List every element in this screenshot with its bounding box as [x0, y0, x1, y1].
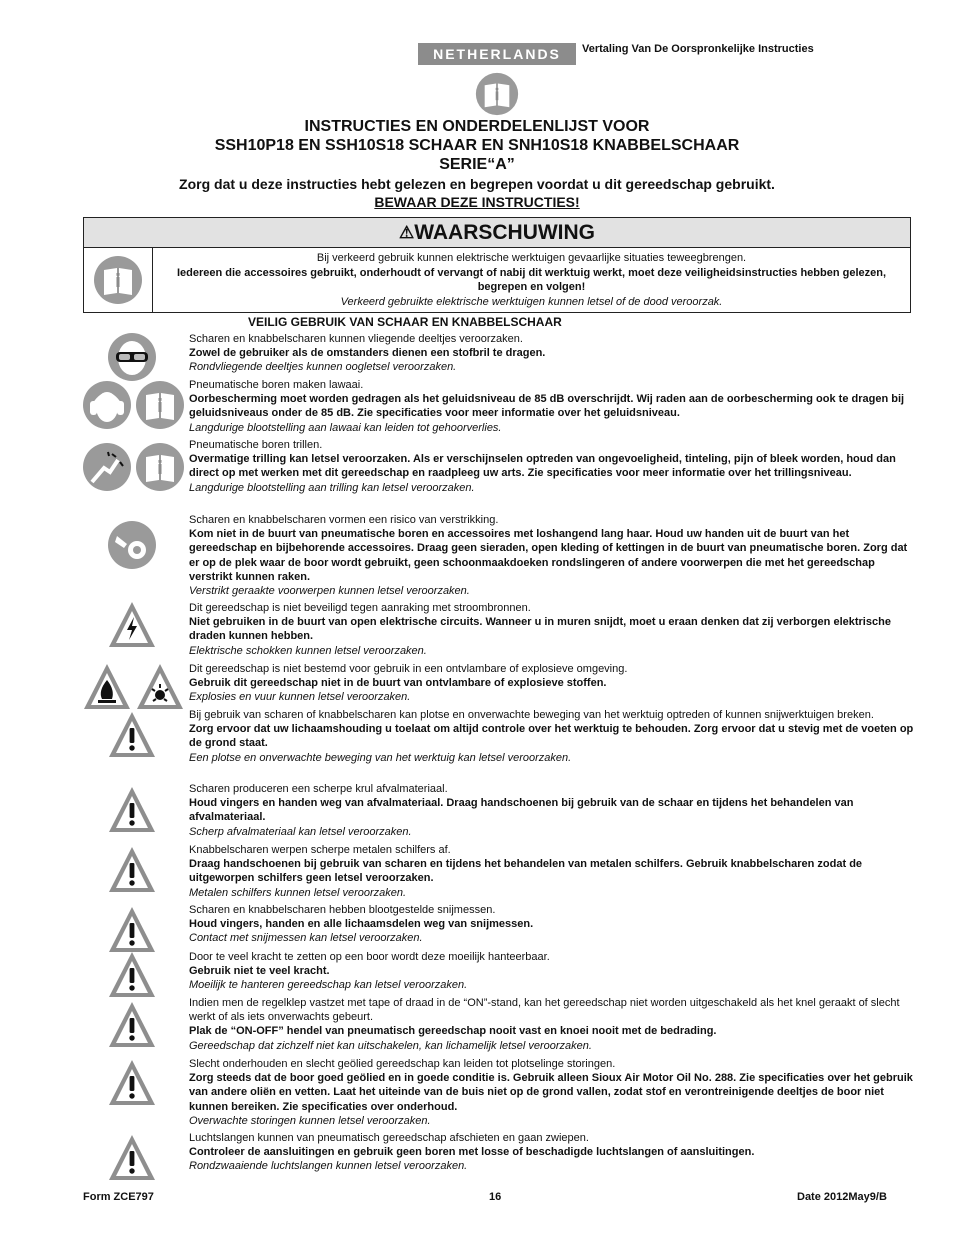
- flammable-icon: [82, 662, 132, 712]
- hazard-text: Indien men de regelklep vastzet met tape of draad in de “ON”-stand, kan het gereedschap niet worden uitgeschakeld als het knel geraakt of slecht werkt of als iets onverwachts gebeurt.: [189, 997, 900, 1024]
- read-manual-icon: [475, 72, 519, 116]
- hazard-text: Dit gereedschap is niet bestemd voor gebruik in een ontvlambare of explosieve omgeving.: [189, 663, 628, 675]
- consequence-text: Langdurige blootstelling aan lawaai kan leiden tot gehoorverlies.: [189, 421, 502, 434]
- title-line-3: SERIE“A”: [439, 156, 515, 173]
- warning-line-3: Verkeerd gebruikte elektrische werktuigen kunnen letsel of de dood veroorzak.: [340, 295, 723, 308]
- safety-item: [189, 950, 914, 993]
- consequence-text: Een plotse en onverwachte beweging van het werktuig kan letsel veroorzaken.: [189, 751, 572, 764]
- consequence-text: Scherp afvalmateriaal kan letsel veroorzaken.: [189, 825, 412, 838]
- safety-item: [189, 996, 914, 1053]
- consequence-text: Metalen schilfers kunnen letsel veroorzaken.: [189, 886, 407, 899]
- translation-subtitle: Vertaling Van De Oorspronkelijke Instructies: [582, 43, 814, 55]
- instruction-text: Kom niet in de buurt van pneumatische boren en accessoires met loshangend lang haar. Houd uw handen uit de buurt van het gereedschap en bijbehorende accessoires. Draag geen sieraden, open kleding of kettingen in de buurt van pneumatische boren. Zorg dat er op de plek waar de boor wordt gebruikt, geen schoonmaakdoeken rondslingeren of andere voorwerpen die met het gereedschap verstrikt kunnen raken.: [189, 528, 908, 583]
- safety-item: [189, 903, 914, 946]
- hazard-text: Scharen produceren een scherpe krul afvalmateriaal.: [189, 783, 448, 795]
- instruction-text: Draag handschoenen bij gebruik van scharen en tijdens het behandelen van metalen schilfers. Gebruik knabbelscharen zodat de uitgeworpen schilfers geen letsel veroorzaken.: [189, 858, 863, 885]
- instruction-text: Niet gebruiken in de buurt van open elektrische circuits. Wanneer u in muren snijdt, moet u eraan denken dat zij verborgen elektrische draden kunnen hebben.: [189, 616, 891, 643]
- warning-triangle-icon: ⚠: [398, 223, 415, 242]
- keep-instructions: BEWAAR DEZE INSTRUCTIES!: [374, 194, 580, 210]
- warning-heading: [84, 218, 910, 248]
- instruction-text: Zorg steeds dat de boor goed geölied en in goede conditie is. Gebruik alleen Sioux Air Motor Oil No. 288. Zie specificaties over het gebruik van andere oliën en vetten. Laat het uiteinde van de buis niet op de grond vallen, zodat stof en verontreinigende deeltjes de boor niet kunnen bereiken. Zie specificaties over onderhoud.: [189, 1072, 913, 1113]
- hazard-text: Scharen en knabbelscharen hebben blootgestelde snijmessen.: [189, 904, 496, 916]
- safety-item: [189, 662, 914, 705]
- safety-item: [189, 601, 914, 658]
- consequence-text: Explosies en vuur kunnen letsel veroorzaken.: [189, 691, 411, 704]
- read-manual-icon: [93, 255, 143, 305]
- consequence-text: Gereedschap dat zichzelf niet kan uitschakelen, kan lichamelijk letsel veroorzaken.: [189, 1039, 592, 1052]
- read-manual-icon: [135, 442, 185, 492]
- intro-text: Zorg dat u deze instructies hebt gelezen en begrepen voordat u dit gereedschap gebruikt.: [179, 176, 775, 192]
- hazard-text: Scharen en knabbelscharen vormen een risico van verstrikking.: [189, 514, 499, 526]
- caution-icon: [107, 845, 157, 895]
- warning-box: [83, 217, 911, 313]
- document-date: Date 2012May9/B: [797, 1191, 887, 1203]
- warning-icon-cell: [84, 248, 153, 312]
- caution-icon: [107, 950, 157, 1000]
- hazard-text: Pneumatische boren trillen.: [189, 439, 323, 451]
- safety-item: [189, 843, 914, 900]
- consequence-text: Rondzwaaiende luchtslangen kunnen letsel veroorzaken.: [189, 1160, 468, 1173]
- caution-icon: [107, 1000, 157, 1050]
- caution-icon: [107, 785, 157, 835]
- hazard-text: Door te veel kracht te zetten op een boor wordt deze moeilijk hanteerbaar.: [189, 951, 550, 963]
- instruction-text: Gebruik niet te veel kracht.: [189, 965, 330, 978]
- electric-shock-icon: [107, 600, 157, 650]
- warning-line-1: Bij verkeerd gebruik kunnen elektrische werktuigen gevaarlijke situaties teweegbrengen.: [316, 252, 747, 264]
- section-title: VEILIG GEBRUIK VAN SCHAAR EN KNABBELSCHAAR: [248, 315, 562, 329]
- country-label: NETHERLANDS: [418, 43, 576, 65]
- instruction-text: Oorbescherming moet worden gedragen als het geluidsniveau de 85 dB overschrijdt. Wij raden aan de oorbescherming ook te dragen bij geluidsniveaus onder de 85 dB. Zie specificaties voor meer informatie over het geluidsniveau.: [189, 393, 905, 420]
- consequence-text: Langdurige blootstelling aan trilling kan letsel veroorzaken.: [189, 481, 475, 494]
- goggles-icon: [107, 332, 157, 382]
- title-block: [0, 117, 954, 211]
- safety-item: [189, 438, 914, 495]
- entanglement-icon: [107, 520, 157, 570]
- warning-text: [153, 248, 910, 312]
- instruction-text: Houd vingers, handen en alle lichaamsdelen weg van snijmessen.: [189, 918, 534, 931]
- safety-item: [189, 708, 914, 765]
- safety-item: [189, 332, 914, 375]
- instruction-text: Controleer de aansluitingen en gebruik geen boren met losse of beschadigde luchtslangen of aansluitingen.: [189, 1146, 755, 1159]
- safety-item: [189, 513, 914, 598]
- safety-item: [189, 378, 914, 435]
- warning-heading-text: WAARSCHUWING: [414, 221, 596, 244]
- warning-line-2: Iedereen die accessoires gebruikt, onderhoudt of vervangt of nabij dit werktuig werkt, moet deze veiligheidsinstructies hebben gelezen, begrepen en volgen!: [176, 266, 887, 293]
- title-line-1: INSTRUCTIES EN ONDERDELENLIJST VOOR: [304, 118, 650, 135]
- caution-icon: [107, 905, 157, 955]
- explosive-icon: [135, 662, 185, 712]
- safety-item: [189, 782, 914, 839]
- page-number: 16: [489, 1191, 502, 1203]
- hazard-text: Luchtslangen kunnen van pneumatisch gereedschap afschieten en gaan zwiepen.: [189, 1132, 589, 1144]
- instruction-text: Zowel de gebruiker als de omstanders dienen een stofbril te dragen.: [189, 347, 546, 360]
- hazard-text: Knabbelscharen werpen scherpe metalen schilfers af.: [189, 844, 451, 856]
- consequence-text: Overwachte storingen kunnen letsel veroorzaken.: [189, 1114, 431, 1127]
- instruction-text: Gebruik dit gereedschap niet in de buurt van ontvlambare of explosieve stoffen.: [189, 677, 607, 690]
- country-banner: [418, 43, 576, 65]
- caution-icon: [107, 710, 157, 760]
- consequence-text: Contact met snijmessen kan letsel veroorzaken.: [189, 932, 423, 945]
- hazard-text: Pneumatische boren maken lawaai.: [189, 379, 364, 391]
- instruction-text: Overmatige trilling kan letsel veroorzaken. Als er verschijnselen optreden van ongevoeligheid, tinteling, pijn of bleek worden, houd dan direct op met werken met dit gereedschap en raadpleeg uw arts. Zie specificaties voor meer informatie over het trillingsniveau.: [189, 453, 896, 480]
- hazard-text: Dit gereedschap is niet beveiligd tegen aanraking met stroombronnen.: [189, 602, 531, 614]
- consequence-text: Moeilijk te hanteren gereedschap kan letsel veroorzaken.: [189, 979, 468, 992]
- form-number: Form ZCE797: [83, 1191, 154, 1203]
- caution-icon: [107, 1133, 157, 1183]
- consequence-text: Verstrikt geraakte voorwerpen kunnen letsel veroorzaken.: [189, 585, 470, 598]
- consequence-text: Elektrische schokken kunnen letsel veroorzaken.: [189, 644, 427, 657]
- caution-icon: [107, 1058, 157, 1108]
- hazard-text: Slecht onderhouden en slecht geölied gereedschap kan leiden tot plotselinge storingen.: [189, 1058, 616, 1070]
- title-line-2: SSH10P18 EN SSH10S18 SCHAAR EN SNH10S18 KNABBELSCHAAR: [214, 137, 740, 154]
- consequence-text: Rondvliegende deeltjes kunnen oogletsel veroorzaken.: [189, 361, 457, 374]
- instruction-text: Plak de “ON-OFF” hendel van pneumatisch gereedschap nooit vast en knoei nooit met de bedrading.: [189, 1025, 717, 1038]
- ear-protection-icon: [82, 380, 132, 430]
- safety-item: [189, 1057, 914, 1128]
- instruction-text: Zorg ervoor dat uw lichaamshouding u toelaat om altijd controle over het werktuig te behouden. Zorg ervoor dat u stevig met de voeten op de grond staat.: [189, 723, 914, 750]
- hazard-text: Bij gebruik van scharen of knabbelscharen kan plotse en onverwachte beweging van het werktuig optreden of kunnen snijwerktuigen breken.: [189, 709, 874, 721]
- hazard-text: Scharen en knabbelscharen kunnen vliegende deeltjes veroorzaken.: [189, 333, 523, 345]
- safety-item: [189, 1131, 914, 1174]
- instruction-text: Houd vingers en handen weg van afvalmateriaal. Draag handschoenen bij gebruik van de schaar en tijdens het behandelen van afvalmateriaal.: [189, 797, 854, 824]
- read-manual-icon: [135, 380, 185, 430]
- vibration-icon: [82, 442, 132, 492]
